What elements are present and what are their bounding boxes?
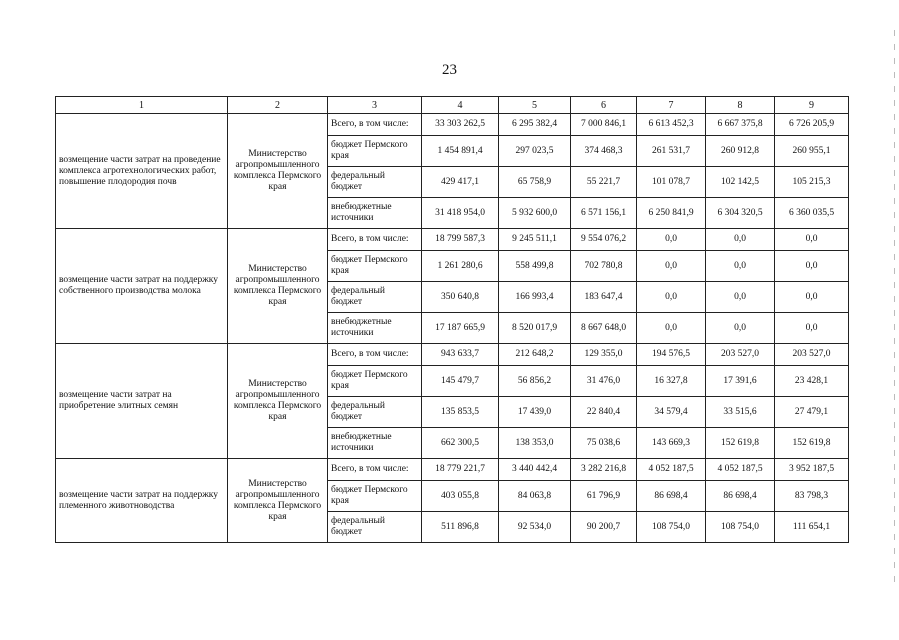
amount-cell: 33 515,6	[706, 397, 775, 428]
amount-cell: 31 418 954,0	[422, 198, 499, 229]
table-row	[56, 459, 849, 481]
amount-cell: 18 779 221,7	[422, 459, 499, 481]
header-cell: 7	[637, 97, 706, 114]
funding-source: Всего, в том числе:	[328, 344, 422, 366]
responsible-ministry: Министерство агропромышленного комплекса Пермского края	[228, 459, 328, 543]
amount-cell: 17 187 665,9	[422, 313, 499, 344]
amount-cell: 212 648,2	[499, 344, 571, 366]
amount-cell: 152 619,8	[775, 428, 849, 459]
amount-cell: 3 282 216,8	[571, 459, 637, 481]
amount-cell: 4 052 187,5	[706, 459, 775, 481]
amount-cell: 75 038,6	[571, 428, 637, 459]
amount-cell: 0,0	[775, 251, 849, 282]
amount-cell: 261 531,7	[637, 136, 706, 167]
header-row	[56, 97, 849, 114]
header-cell: 8	[706, 97, 775, 114]
amount-cell: 6 726 205,9	[775, 114, 849, 136]
amount-cell: 3 440 442,4	[499, 459, 571, 481]
amount-cell: 61 796,9	[571, 481, 637, 512]
amount-cell: 22 840,4	[571, 397, 637, 428]
funding-source: федеральный бюджет	[328, 282, 422, 313]
budget-table	[55, 96, 849, 543]
amount-cell: 943 633,7	[422, 344, 499, 366]
amount-cell: 138 353,0	[499, 428, 571, 459]
amount-cell: 33 303 262,5	[422, 114, 499, 136]
responsible-ministry: Министерство агропромышленного комплекса Пермского края	[228, 229, 328, 344]
amount-cell: 23 428,1	[775, 366, 849, 397]
funding-source: бюджет Пермского края	[328, 136, 422, 167]
amount-cell: 0,0	[706, 251, 775, 282]
amount-cell: 183 647,4	[571, 282, 637, 313]
funding-source: Всего, в том числе:	[328, 114, 422, 136]
amount-cell: 6 667 375,8	[706, 114, 775, 136]
amount-cell: 1 261 280,6	[422, 251, 499, 282]
amount-cell: 6 360 035,5	[775, 198, 849, 229]
amount-cell: 111 654,1	[775, 512, 849, 543]
header-cell: 1	[56, 97, 228, 114]
amount-cell: 17 391,6	[706, 366, 775, 397]
amount-cell: 0,0	[706, 313, 775, 344]
amount-cell: 108 754,0	[706, 512, 775, 543]
scan-margin-line	[894, 30, 895, 590]
header-cell: 9	[775, 97, 849, 114]
page-number: 23	[442, 62, 457, 78]
amount-cell: 429 417,1	[422, 167, 499, 198]
amount-cell: 105 215,3	[775, 167, 849, 198]
funding-source: федеральный бюджет	[328, 397, 422, 428]
amount-cell: 403 055,8	[422, 481, 499, 512]
amount-cell: 92 534,0	[499, 512, 571, 543]
amount-cell: 0,0	[637, 282, 706, 313]
responsible-ministry: Министерство агропромышленного комплекса Пермского края	[228, 344, 328, 459]
amount-cell: 55 221,7	[571, 167, 637, 198]
amount-cell: 102 142,5	[706, 167, 775, 198]
amount-cell: 662 300,5	[422, 428, 499, 459]
amount-cell: 0,0	[637, 313, 706, 344]
table-row	[56, 344, 849, 366]
amount-cell: 9 554 076,2	[571, 229, 637, 251]
measure-description: возмещение части затрат на поддержку собственного производства молока	[56, 229, 228, 344]
amount-cell: 0,0	[775, 229, 849, 251]
amount-cell: 203 527,0	[706, 344, 775, 366]
amount-cell: 8 667 648,0	[571, 313, 637, 344]
amount-cell: 18 799 587,3	[422, 229, 499, 251]
amount-cell: 84 063,8	[499, 481, 571, 512]
table-row	[56, 114, 849, 136]
funding-source: внебюджетные источники	[328, 313, 422, 344]
measure-description: возмещение части затрат на проведение комплекса агротехнологических работ, повышение плодородия почв	[56, 114, 228, 229]
amount-cell: 17 439,0	[499, 397, 571, 428]
amount-cell: 6 571 156,1	[571, 198, 637, 229]
amount-cell: 129 355,0	[571, 344, 637, 366]
amount-cell: 1 454 891,4	[422, 136, 499, 167]
amount-cell: 34 579,4	[637, 397, 706, 428]
amount-cell: 101 078,7	[637, 167, 706, 198]
amount-cell: 6 295 382,4	[499, 114, 571, 136]
measure-description: возмещение части затрат на приобретение элитных семян	[56, 344, 228, 459]
amount-cell: 108 754,0	[637, 512, 706, 543]
amount-cell: 65 758,9	[499, 167, 571, 198]
amount-cell: 0,0	[637, 229, 706, 251]
amount-cell: 7 000 846,1	[571, 114, 637, 136]
amount-cell: 27 479,1	[775, 397, 849, 428]
amount-cell: 203 527,0	[775, 344, 849, 366]
amount-cell: 31 476,0	[571, 366, 637, 397]
header-cell: 6	[571, 97, 637, 114]
amount-cell: 90 200,7	[571, 512, 637, 543]
amount-cell: 5 932 600,0	[499, 198, 571, 229]
amount-cell: 194 576,5	[637, 344, 706, 366]
header-cell: 2	[228, 97, 328, 114]
amount-cell: 56 856,2	[499, 366, 571, 397]
amount-cell: 86 698,4	[706, 481, 775, 512]
amount-cell: 0,0	[637, 251, 706, 282]
funding-source: внебюджетные источники	[328, 428, 422, 459]
amount-cell: 152 619,8	[706, 428, 775, 459]
amount-cell: 86 698,4	[637, 481, 706, 512]
amount-cell: 260 955,1	[775, 136, 849, 167]
amount-cell: 6 250 841,9	[637, 198, 706, 229]
amount-cell: 135 853,5	[422, 397, 499, 428]
table-row	[56, 229, 849, 251]
funding-source: бюджет Пермского края	[328, 481, 422, 512]
amount-cell: 9 245 511,1	[499, 229, 571, 251]
amount-cell: 0,0	[775, 282, 849, 313]
amount-cell: 4 052 187,5	[637, 459, 706, 481]
amount-cell: 0,0	[706, 282, 775, 313]
amount-cell: 145 479,7	[422, 366, 499, 397]
header-cell: 4	[422, 97, 499, 114]
amount-cell: 6 613 452,3	[637, 114, 706, 136]
amount-cell: 166 993,4	[499, 282, 571, 313]
amount-cell: 0,0	[706, 229, 775, 251]
amount-cell: 83 798,3	[775, 481, 849, 512]
amount-cell: 16 327,8	[637, 366, 706, 397]
funding-source: бюджет Пермского края	[328, 366, 422, 397]
responsible-ministry: Министерство агропромышленного комплекса Пермского края	[228, 114, 328, 229]
amount-cell: 702 780,8	[571, 251, 637, 282]
funding-source: Всего, в том числе:	[328, 459, 422, 481]
funding-source: внебюджетные источники	[328, 198, 422, 229]
amount-cell: 8 520 017,9	[499, 313, 571, 344]
funding-source: федеральный бюджет	[328, 512, 422, 543]
measure-description: возмещение части затрат на поддержку племенного животноводства	[56, 459, 228, 543]
amount-cell: 3 952 187,5	[775, 459, 849, 481]
table-body	[56, 114, 849, 543]
funding-source: федеральный бюджет	[328, 167, 422, 198]
header-cell: 5	[499, 97, 571, 114]
header-cell: 3	[328, 97, 422, 114]
funding-source: Всего, в том числе:	[328, 229, 422, 251]
amount-cell: 0,0	[775, 313, 849, 344]
funding-source: бюджет Пермского края	[328, 251, 422, 282]
amount-cell: 374 468,3	[571, 136, 637, 167]
amount-cell: 558 499,8	[499, 251, 571, 282]
amount-cell: 6 304 320,5	[706, 198, 775, 229]
amount-cell: 143 669,3	[637, 428, 706, 459]
amount-cell: 511 896,8	[422, 512, 499, 543]
amount-cell: 297 023,5	[499, 136, 571, 167]
amount-cell: 350 640,8	[422, 282, 499, 313]
amount-cell: 260 912,8	[706, 136, 775, 167]
